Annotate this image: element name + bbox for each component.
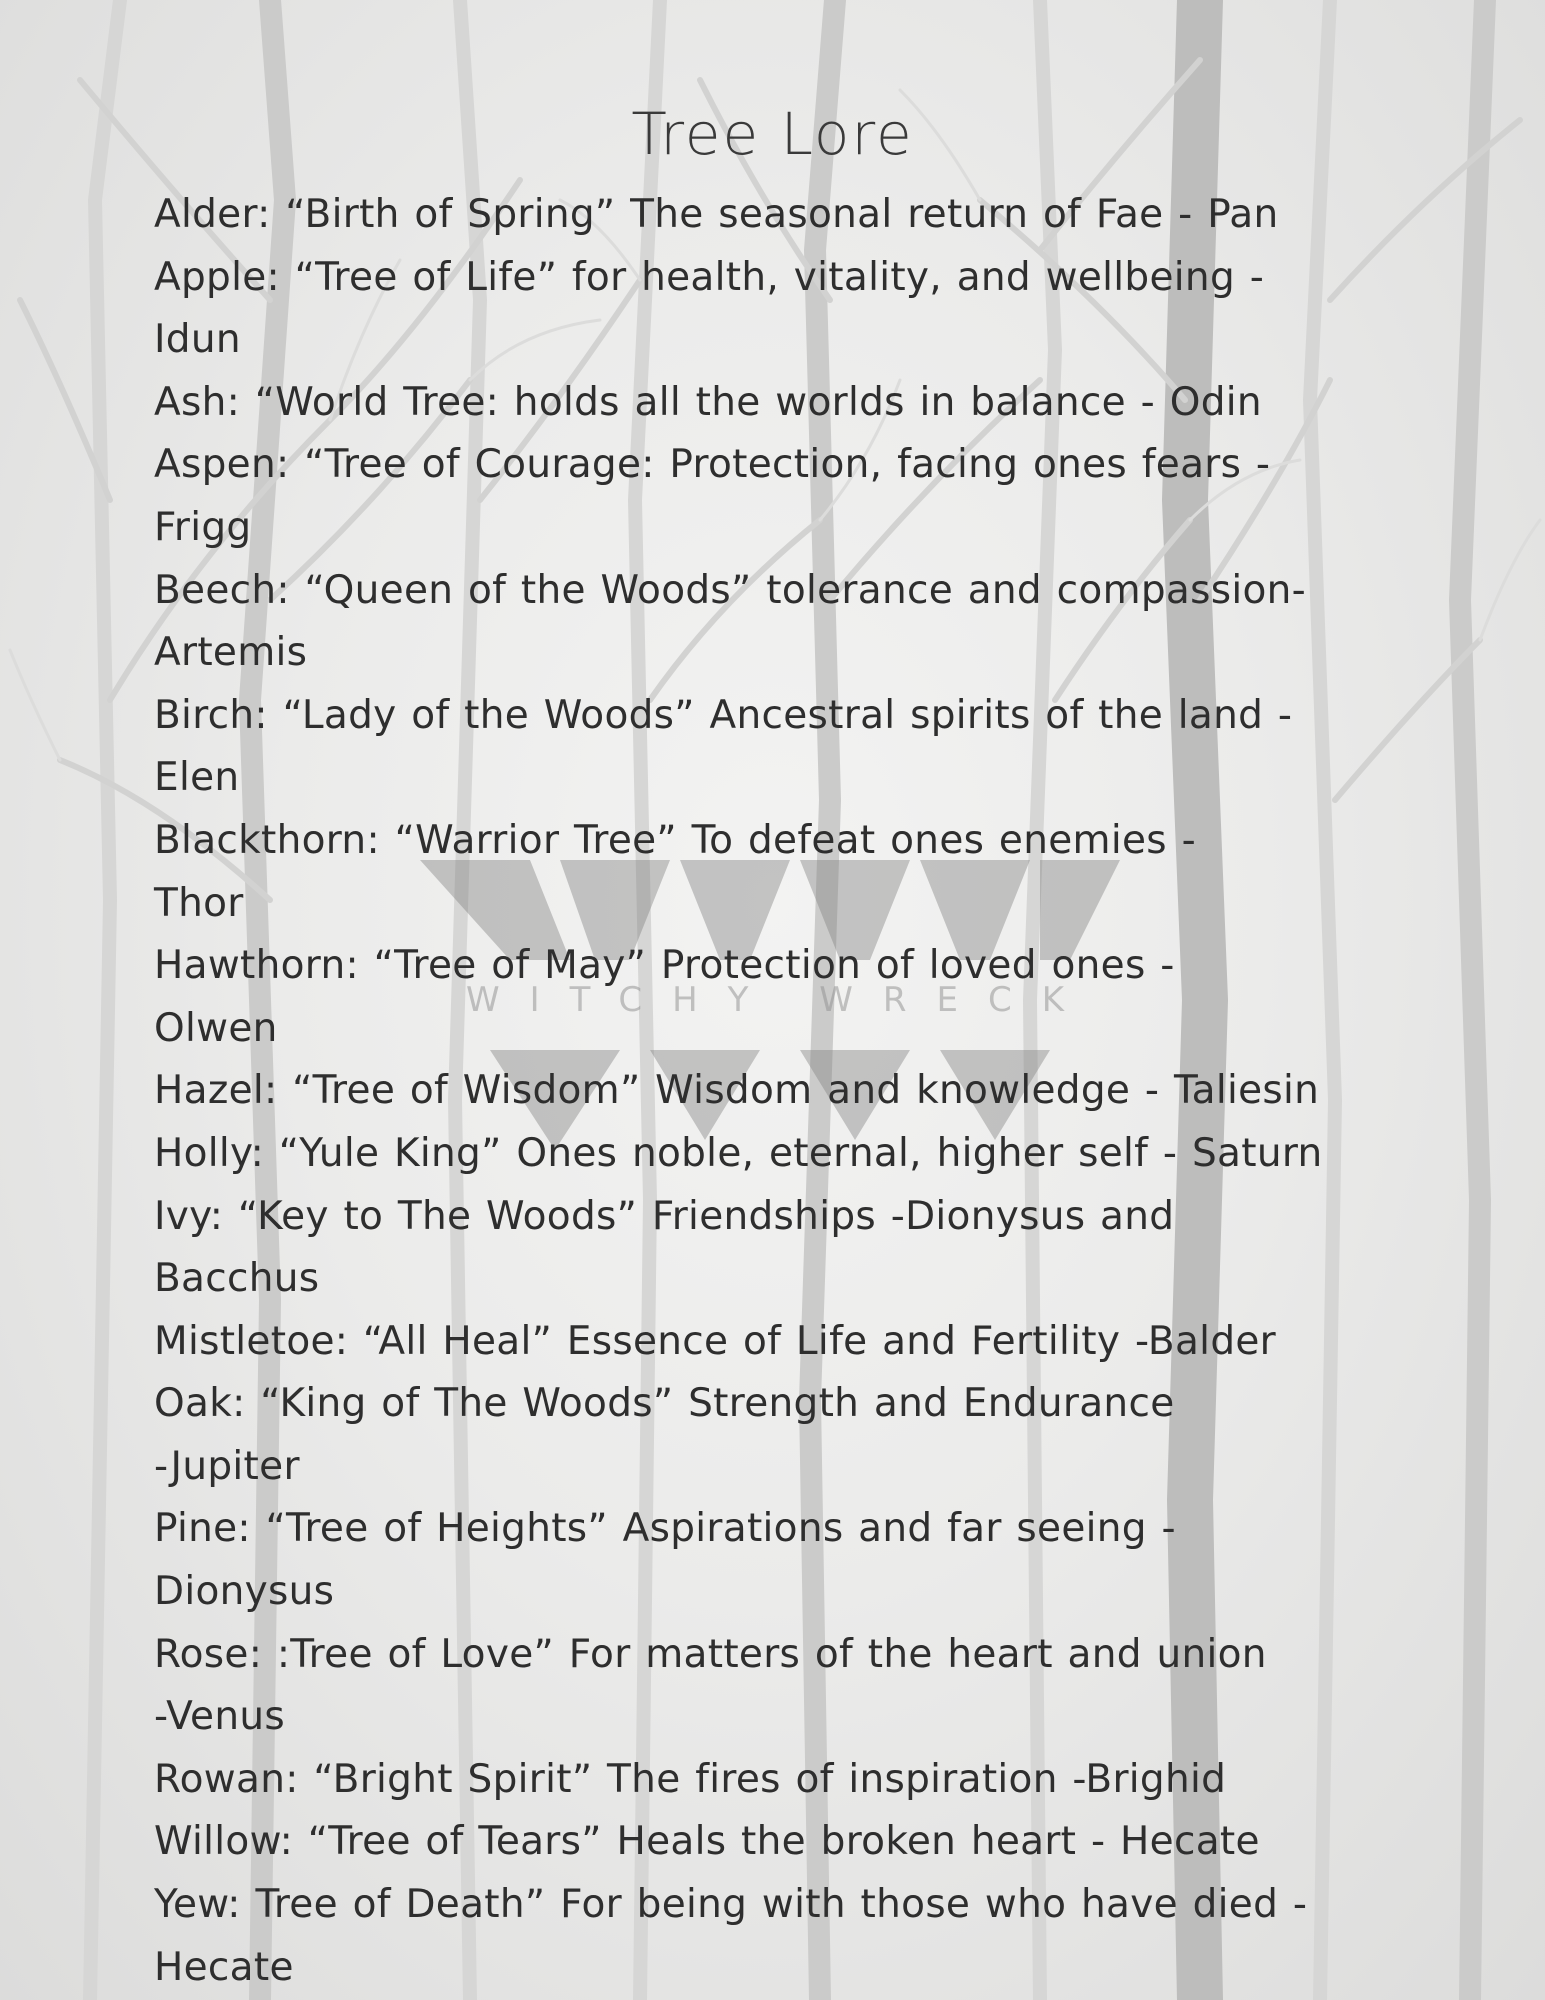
tree-lore-entry <box>154 1749 1394 1812</box>
tree-lore-entry-line: Thor <box>154 880 244 926</box>
tree-lore-entry-line: Apple: “Tree of Life” for health, vitality, and wellbeing - <box>154 254 1265 300</box>
tree-lore-entry-line: Willow: “Tree of Tears” Heals the broken heart - Hecate <box>154 1819 1260 1865</box>
tree-lore-list <box>154 184 1394 1999</box>
tree-lore-entry <box>154 1373 1394 1498</box>
tree-lore-entry <box>154 184 1394 247</box>
tree-lore-entry-line: Blackthorn: “Warrior Tree” To defeat ones enemies - <box>154 817 1196 863</box>
tree-lore-entry-line: Beech: “Queen of the Woods” tolerance and compassion- <box>154 567 1307 613</box>
tree-lore-entry <box>154 1874 1394 1999</box>
tree-lore-entry-line: Birch: “Lady of the Woods” Ancestral spirits of the land - <box>154 692 1293 738</box>
tree-lore-entry <box>154 1811 1394 1874</box>
tree-lore-entry <box>154 1186 1394 1311</box>
tree-lore-entry-line: Mistletoe: “All Heal” Essence of Life and Fertility -Balder <box>154 1318 1277 1364</box>
tree-lore-entry-line: Elen <box>154 755 240 801</box>
tree-lore-entry-line: Hawthorn: “Tree of May” Protection of loved ones - <box>154 943 1175 989</box>
tree-lore-entry-line: Artemis <box>154 630 308 676</box>
tree-lore-entry-line: Oak: “King of The Woods” Strength and Endurance <box>154 1381 1175 1427</box>
tree-lore-entry <box>154 810 1394 935</box>
tree-lore-entry-line: Dionysus <box>154 1569 335 1615</box>
tree-lore-entry <box>154 560 1394 685</box>
tree-lore-entry <box>154 1123 1394 1186</box>
tree-lore-entry-line: Yew: Tree of Death” For being with those who have died - <box>154 1882 1308 1928</box>
tree-lore-entry-line: Idun <box>154 317 241 363</box>
tree-lore-entry <box>154 685 1394 810</box>
tree-lore-entry <box>154 372 1394 435</box>
tree-lore-entry-line: Ash: “World Tree: holds all the worlds in balance - Odin <box>154 379 1262 425</box>
tree-lore-entry <box>154 1060 1394 1123</box>
tree-lore-entry-line: Hazel: “Tree of Wisdom” Wisdom and knowledge - Taliesin <box>154 1068 1320 1114</box>
tree-lore-entry-line: Rose: :Tree of Love” For matters of the heart and union <box>154 1631 1267 1677</box>
tree-lore-entry-line: Frigg <box>154 504 252 550</box>
tree-lore-entry <box>154 1498 1394 1623</box>
tree-lore-entry-line: Pine: “Tree of Heights” Aspirations and far seeing - <box>154 1506 1176 1552</box>
tree-lore-entry-line: -Jupiter <box>154 1443 300 1489</box>
tree-lore-entry <box>154 434 1394 559</box>
page-title: Tree Lore <box>631 100 914 168</box>
tree-lore-entry <box>154 1624 1394 1749</box>
tree-lore-entry-line: Aspen: “Tree of Courage: Protection, facing ones fears - <box>154 442 1271 488</box>
tree-lore-entry <box>154 1311 1394 1374</box>
tree-lore-entry-line: Holly: “Yule King” Ones noble, eternal, higher self - Saturn <box>154 1130 1323 1176</box>
tree-lore-entry-line: Rowan: “Bright Spirit” The fires of inspiration -Brighid <box>154 1756 1227 1802</box>
tree-lore-entry <box>154 247 1394 372</box>
tree-lore-entry-line: Alder: “Birth of Spring” The seasonal return of Fae - Pan <box>154 192 1279 237</box>
tree-lore-entry <box>154 935 1394 1060</box>
tree-lore-entry-line: Ivy: “Key to The Woods” Friendships -Dionysus and <box>154 1193 1175 1239</box>
tree-lore-entry-line: Hecate <box>154 1944 294 1990</box>
watermark-text: WITCHY WRECK <box>465 980 1095 1020</box>
tree-lore-entry-line: Olwen <box>154 1005 278 1051</box>
tree-lore-entry-line: Bacchus <box>154 1256 320 1302</box>
tree-lore-entry-line: -Venus <box>154 1694 285 1740</box>
